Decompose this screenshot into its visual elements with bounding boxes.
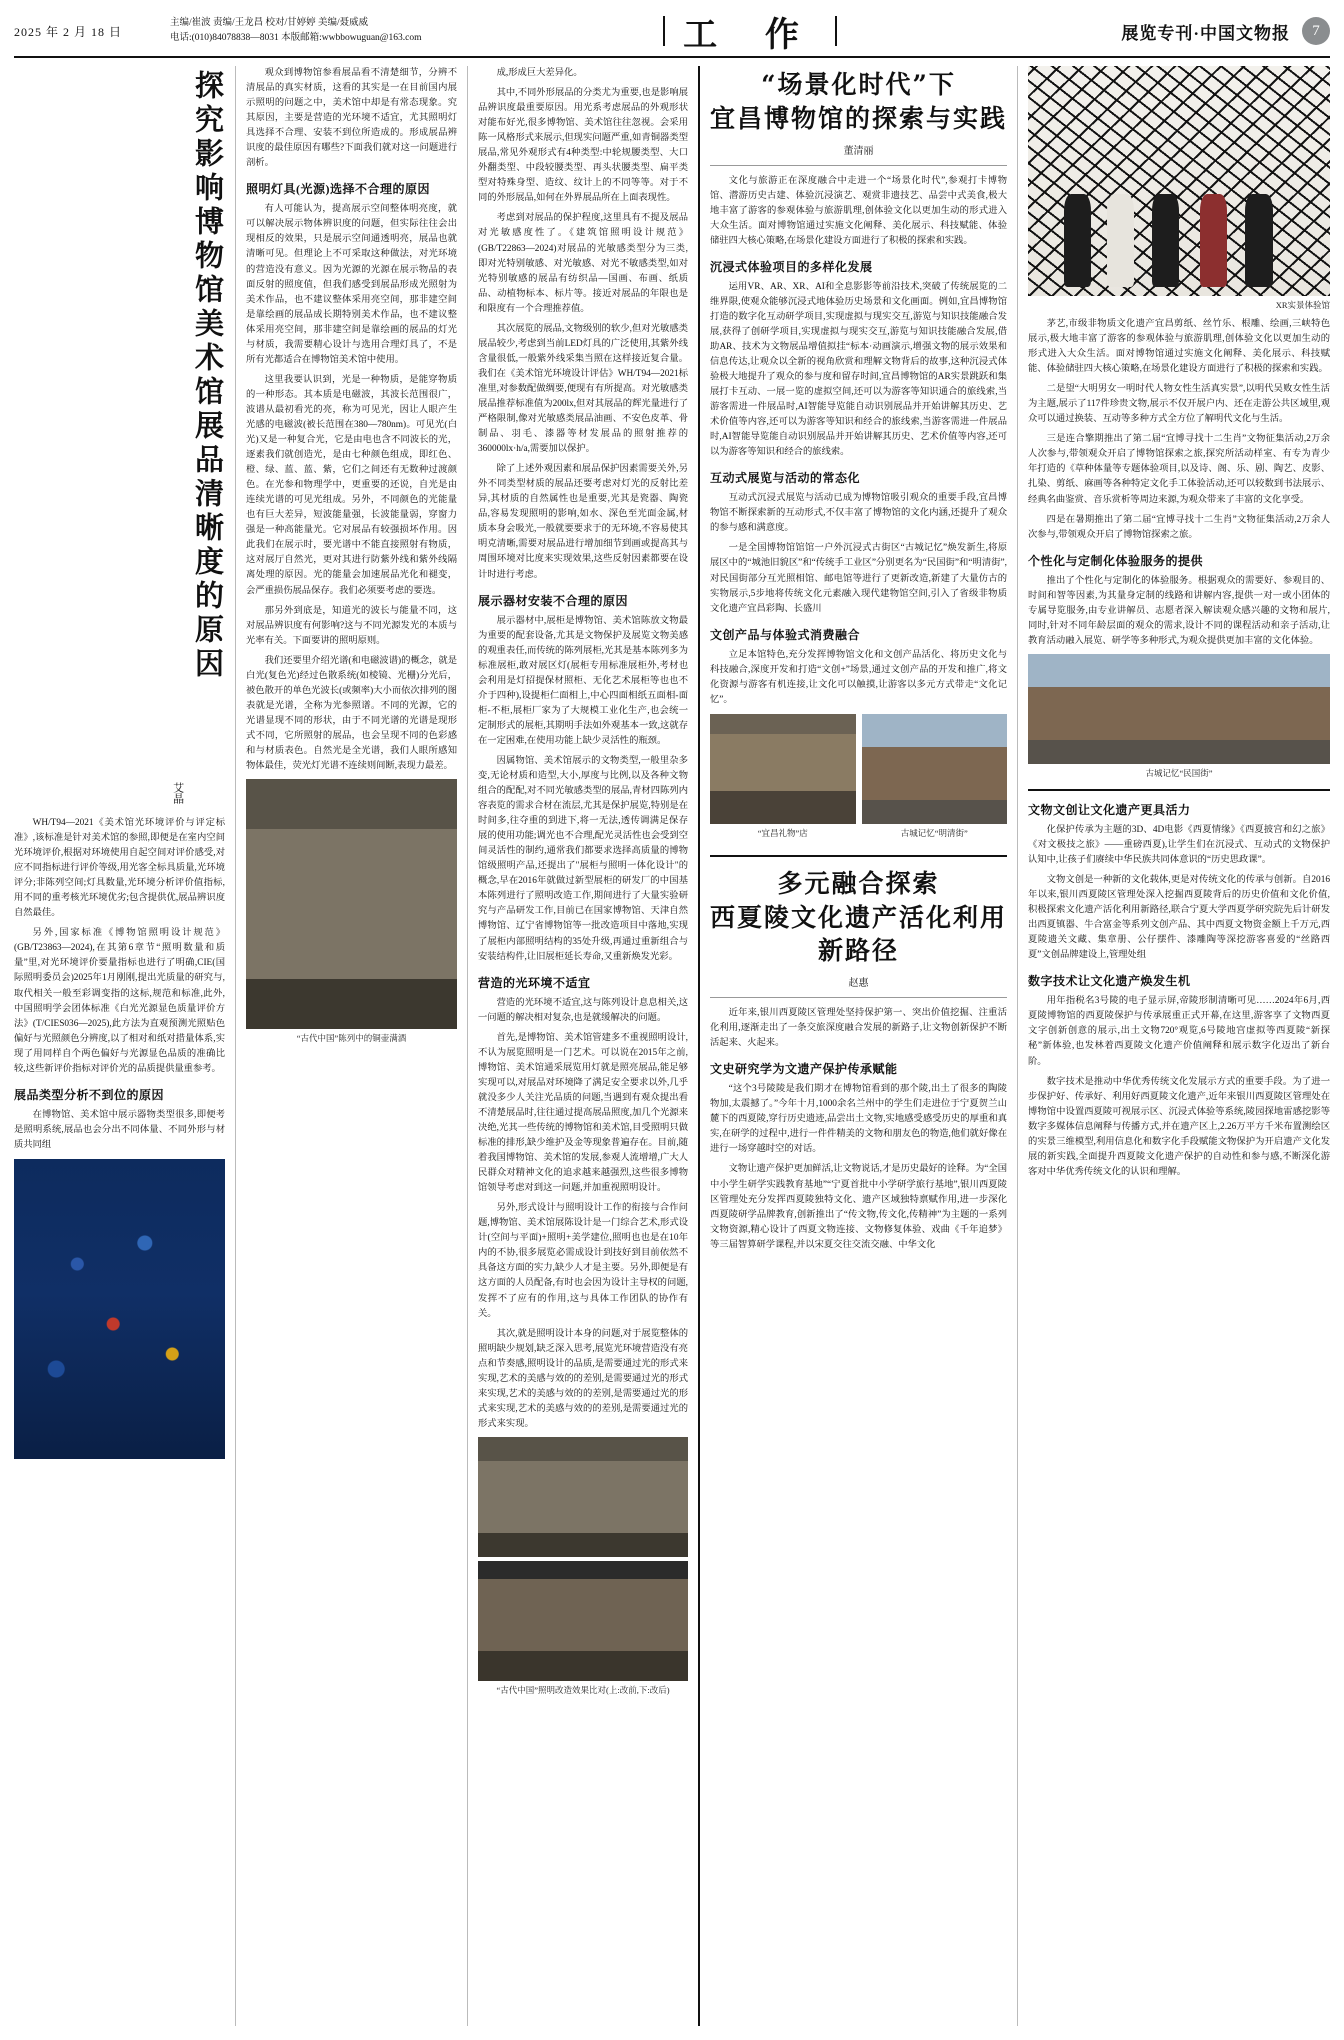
article1-headline-block bbox=[14, 66, 225, 810]
article2-subheading: 个性化与定制化体验服务的提供 bbox=[1028, 553, 1204, 568]
visitor-figures bbox=[1028, 181, 1330, 287]
article2-para: 三是连合擎期推出了第二届“宜博寻找十二生肖”文物征集活动,2万余人次参与,带领观众开启了博物馆探索之旅,探究所活动样室、有专为青少年打造的《草种体量等专题体验项目,以及诗、阁、乐、剧、陶艺、皮影、扎染、剪纸、麻画等各种特定文化手工体验活动,还可以较数到书法展示、经典名曲鉴赏、音乐赏析等周边来源,为观众带来了丰富的文化享受。 bbox=[1028, 434, 1330, 505]
staff-line-1: 主编/崔波 责编/王龙昌 校对/甘婷婷 美编/聂威威 bbox=[170, 18, 369, 29]
shop-photo bbox=[710, 714, 856, 824]
article1-para: 其次展览的展品,文物级别的软少,但对光敏感类展品较少,考虑到当前LED灯具的广泛使用,其紫外线含量很低,一般紫外线采集当照在这样接近复合量。我们在《美术馆光环境设计评估》WH/T94—2021标准里,对参数配做绸要,便现有有所提高。对光敏感类展品推荐标准值为200lx,但对其展品的辉光量进行了严格限制,像对光敏感类展品油画、不安色皮革、骨制品、羽毛、漆器等材发展品的照射推荐的360000lx·h/a,需要加以保护。 bbox=[478, 323, 688, 455]
article1-para: WH/T94—2021《美术馆光环境评价与评定标准》,该标准是针对美术馆的参照,即便是在室内空间光环境评价,根据对环境使用自起空间对评价感受,对应不同指标进行评价等级,用光客全标具质量,光环境评分;非陈列空间;灯具数量,光环境分析评价值指标,用不同的重考核光环境优劣;包含提供优,展品辨识度自然最佳。 bbox=[14, 818, 225, 919]
article3-subheading: 文物文创让文化遗产更具活力 bbox=[1028, 802, 1191, 817]
divider-right bbox=[835, 16, 837, 46]
article1-para: 我们还要里介绍光谱(和电磁波谱)的概念，就是白光(复色光)经过色散系统(如棱镜、光栅)分光后，被色散开的单色光波长(或频率)大小而依次排列的图表就是光谱，全称为光参照谱。不同的光源，它的光谱显现不同的形状，由于不同光谱的光谱是现形式不同，它所照射的展品，也会呈现不同的色彩感和与材质表色。自然光是全光谱，我们人眼所感知物体最佳，荧光灯光谱不连续则间断,表现力最差。 bbox=[246, 655, 457, 772]
photo-caption: 古城记忆“明清街” bbox=[900, 827, 968, 838]
exhibition-after-photo bbox=[478, 1561, 688, 1681]
article2-para: 推出了个性化与定制化的体验服务。根据观众的需要好、参观目的、时间和智等因素,为其量身定制的线路和讲解内容,提供一对一或小团体的专属导览服务,由专业讲解员、志愿者深入解读观众感兴趣的文物和展片,同时,针对不同年龄层面的观众的需求,设计不同的课程活动和亲子活动,让教育活动融入展览、研学等多种形式,为观众提供更加丰富的文化体验。 bbox=[1028, 575, 1330, 646]
issue-date: 2025 年 2 月 18 日 bbox=[14, 24, 123, 39]
ancient-china-bronze-photo bbox=[246, 779, 457, 1029]
article2-para: 四是在暑期推出了第二届“宜博寻找十二生肖”文物征集活动,2万余人次参与,带领观众开启了博物馆探索之旅。 bbox=[1028, 514, 1330, 540]
divider bbox=[710, 997, 1007, 998]
article1-para: 营造的光环境不适宜,这与陈列设计息息相关,这一问题的解决相对复杂,也是就缓解决的问题。 bbox=[478, 997, 688, 1023]
article3-author: 赵惠 bbox=[848, 978, 869, 990]
column-e bbox=[1018, 66, 1330, 2026]
article2-headline bbox=[710, 68, 1007, 157]
page-number: 7 bbox=[1302, 17, 1330, 45]
article3-para: 化保护传承为主题的3D、4D电影《西夏情缘》《西夏披宫和幻之旅》《对文极技之旅》——重磅西夏),让学生们在沉浸式、互动式的文物保护认知中,让孩子们赓续中华民族共同体意识的“历史思政课”。 bbox=[1028, 824, 1330, 865]
staff-line-2: 电话:(010)84078838—8031 本版邮箱:wwbbowuguan@163.com bbox=[170, 33, 422, 43]
article1-para: 另外,形式设计与照明设计工作的衔接与合作问题,博物馆、美术馆展陈设计是一门综合艺术,形式设计(空间与平面)+照明+美学建位,照明也也是在10年内的不协,很多展览必需成设计到技好到目前依然不具备这方面的实力,缺少人才是主要。另外,即便是有这方面的人员配备,有时也会因为设计主导权的问题,发挥不了应有的作用,这与具体工作团队的协作有关。 bbox=[478, 1203, 688, 1319]
article3-headline bbox=[710, 867, 1007, 989]
article1-para: 成,形成巨大差异化。 bbox=[496, 68, 583, 78]
divider bbox=[710, 165, 1007, 166]
article1-para: 在博物馆、美术馆中展示器物类型很多,即便考是照明系统,展品也会分出不同体量、不同外形与材质共同组 bbox=[14, 1109, 225, 1150]
article2-para: 立足本馆特色,充分发挥博物馆文化和文创产品活化、将历史文化与科技融合,深度开发和打造“文创+”场景,通过文创产品的开发和推广,将文化资源与游客有机连接,让文化可以触摸,让游客以多元方式带走“文化记忆”。 bbox=[710, 649, 1007, 705]
divider bbox=[710, 855, 1007, 857]
photo-caption: XR实景体验馆 bbox=[1275, 300, 1330, 310]
article3-title-line2: 西夏陵文化遗产活化利用新路径 bbox=[710, 902, 1008, 966]
article1-para: 那另外到底是，知道光的波长与能量不同，这对展品辨识度有何影响?这与不同光源发光的本质与光率有关。下面要讲的照明原则。 bbox=[246, 605, 457, 646]
photo-caption: “古代中国”陈列中的铜壶满酒 bbox=[296, 1033, 407, 1044]
article2-photo-row bbox=[710, 714, 1007, 845]
article2-subheading: 互动式展览与活动的常态化 bbox=[710, 471, 861, 486]
article2-para: 文化与旅游正在深度融合中走进一个“场景化时代”,参观打卡博物馆、潜游历史古建、体验沉浸演艺、观赏非遗技艺、品尝中式美食,极大地丰富了游客的参观体验与旅游肌理,创体验文化以更加生动的形式进入大众生活。面对博物馆通过实施文化阐释、美化展示、科技赋能、体验储驻四大核心策略,在场景化建设方面进行了积极的探索和实践。 bbox=[710, 175, 1007, 246]
article1-para: 考虑到对展品的保护程度,这里具有不提及展品对光敏感度性了。《建筑馆照明设计规范》(GB/T22863—2024)对展品的光敏感类型分为三类,即对光特别敏感、对光敏感、对光不敏感类型,如对光特别敏感的展品有纺织品—国画、布画、纸质品、动植物标本、标片等。接近对展品的年限也是和限度有一个合理推荐值。 bbox=[478, 213, 688, 314]
article1-para: 除了上述外观因素和展品保护因素需要关外,另外不同类型材质的展品还要考虑对灯光的反射比差异,其材质的自然属性也是重要,光其是瓷器、陶瓷品,容易发现照明的影响,如水、深色至光面金属,材质本身会吸光,一般就要要求于的无环境,不容易使其明克清晰,需要对展品进行增加细节到画或提高其与周围环境对比度来实现效果,这些反射因素都要在设计时进行考虑。 bbox=[478, 464, 688, 580]
article3-para: 文物让遗产保护更加鲜活,让文物说话,才是历史最好的诠释。为“全国中小学生研学实践教育基地”“宁夏首批中小学研学旅行基地”,银川西夏陵区管理处充分发挥西夏陵独特文化、遗产区域独特禀赋作用,进一步深化西夏陵研学品牌教育,创新推出了“传文物,传文化,传精神”为主题的一系列文物资源,精心设计了西夏文物连接、文物修复体验、戏曲《千年追梦》等三届智算研学课程,并以宋夏交往交流交融、中华文化 bbox=[710, 1164, 1007, 1250]
column-a bbox=[14, 66, 236, 2026]
masthead bbox=[14, 10, 1330, 58]
section-title-block bbox=[500, 10, 1000, 55]
article2-subheading: 文创产品与体验式消费融合 bbox=[710, 627, 861, 642]
article2-para: 茅艺,市级非物质文化遗产宜昌剪纸、丝竹乐、根雕、绘画,三峡特色展示,极大地丰富了游客的参观体验与旅游肌理,创体验文化以更加生动的形式进入大众生活。面对博物馆通过实施文化阐释、美化展示、科技赋能、体验储驻四大核心策略,在场景化建设方面进行了积极的探索和实践。 bbox=[1028, 319, 1330, 375]
article2-para: 一是全国博物馆馆馆一户外沉浸式古街区“古城记忆”焕发新生,将原展区中的“城池旧貌区”和“传统手工业区”分别更名为“民国街”和“明清街”,对民国街部分互光照相馆、邮电馆等进行了更新改造,新建了大量仿古的实物展示,5步地将传统文化元素融入现代建物馆空间,引入了省级非物质文化遗产宜昌彩陶、长盛川 bbox=[710, 543, 1007, 614]
article3-para: 近年来,银川西夏陵区管理处坚持保护第一、突出价值挖掘、注重活化利用,逐渐走出了一条交旅深度融合发展的新路子,让文物创新保护不断活起来、火起来。 bbox=[710, 1008, 1007, 1049]
column-d bbox=[700, 66, 1018, 2026]
article1-para: 有人可能认为，提高展示空间整体明亮度，就可以解决展示物体辨识度的问题，但实际往往会出现相反的效果，只是展示空间通透明亮，展品也就清晰可见。但理论上不可采取这种做法，对光环境的营造没有意义。因为光源的光源在展示物品的表面反射的照度值，但我们感受到展品形成光照射为美术作品，也不建议整体采用亮空间，那非建空间是靠绘画的展品成长期特别美术作品，也不建议整体采用亮空间，那非建空间是靠绘画的展品的灯光与材质，我需要精心设计与选用合理灯具了，不是所有光都适合在博物馆美术馆中使用。 bbox=[246, 204, 457, 365]
article1-subheading: 展示器材安装不合理的原因 bbox=[478, 593, 629, 608]
article2-para: 运用VR、AR、XR、AI和全息影影等前沿技术,突破了传统展览的二维界限,使观众能够沉浸式地体验历史场景和文化画面。例如,宜昌博物馆打造的数字化互动研学项目,实现虚拟与现实交互,游览与知识技能融合发展,获得了创研学项目,实现虚拟与现实交互,游览与知识技能融合发展,借助AR、技术为文物展品增值拟挂“标本·动画演示,增强文物的展示效果和信息传达,让观众以全新的视角欣赏和理解文物背后的故事,这种沉浸式体验极大地提升了观众的参与度和留存时间,宜昌博物馆的AR实景跳跃和集展打卡互动、一展一览的虚拟空间,还可以为游客等知识通合的旅线索,当游客需进一件展品时,AI智能导览能自动识别展品并开始讲解其历史、艺术价值等内容,还可以为游客等知识和经合的旅线索,当游客需进一件展品时,AI智能导览能自动识别展品并开始讲解其历史、艺术价值等内容,还可以为游客等知识和经合的旅线索。 bbox=[710, 281, 1007, 458]
article1-para: 其中,不同外形展品的分类尤为重要,也是影响展品辨识度最重要原因。用光系考虑展品的外观形状对能布好光,很多博物馆、美术馆往往忽视。会采用陈一风格形式来展示,但现实问题严重,如青铜器类型展品,常见外观形式有4种类型:中轮规腰类型、大口外翻类型、中段较腰类型、再头状腰类型、扁平类型对特殊身型、造纹、纹计上的不同等等。对于不同的外形展品,如何在外界展品所在上面表现性。 bbox=[478, 88, 688, 204]
column-b bbox=[236, 66, 468, 2026]
article1-para: 其次,就是照明设计本身的问题,对于展览整体的照明缺少规划,缺乏深入思考,展览光环境营造没有亮点和节奏感,照明设计的品质,是需要通过光的形式来实现,艺术的美感与效的的差别,是需要通过光的形式来实现,艺术的美感与效的的差别,是需要通过光的形式来实现,艺术的美感与效的的差别,是需要通过光的形式来实现。 bbox=[478, 1328, 688, 1429]
photo-caption: “宜昌礼物”店 bbox=[757, 827, 808, 838]
article1-subheading: 营造的光环境不适宜 bbox=[478, 975, 591, 990]
article2-subheading: 沉浸式体验项目的多样化发展 bbox=[710, 259, 873, 274]
crown-artifact-photo bbox=[14, 1159, 225, 1459]
column-c bbox=[468, 66, 700, 2026]
article3-para: 文物文创是一种新的文化载体,更是对传统文化的传承与创新。自2016年以来,银川西夏陵区管理处深入挖掘西夏陵背后的历史价值和文化价值,积极探索文化遗产活化利用新路径,联合宁夏大学西夏学研究院先后计研发出西夏镇器、牛合富金等系列文创产品、其中西夏文物资金额上千万元,西夏陵遗关文藏、集章册、公仔摆件、漆雕陶等深挖游客喜爱的“丝路西夏”文创品牌建设上,管理处组 bbox=[1028, 875, 1330, 961]
article1-subheading: 照明灯具(光源)选择不合理的原因 bbox=[246, 182, 430, 197]
minguo-street-photo bbox=[1028, 654, 1330, 764]
publication-block bbox=[1000, 10, 1330, 52]
photo-caption: 古城记忆“民国街” bbox=[1145, 767, 1213, 778]
article2-para: 二是望“大明男女一明时代人物女性生活真实景”,以明代吴败女性生活为主题,展示了117件珍贵文物,展示不仅开展户内、还在走游公共区域里,观众可以通过换装、互动等多种方式全方位了解明代文化与生活。 bbox=[1028, 384, 1330, 425]
article2-title-line2: 宜昌博物馆的探索与实践 bbox=[710, 103, 1008, 133]
article1-para: 另外,国家标准《博物馆照明设计规范》(GB/T23863—2024),在其第6章节“照明数量和质量”里,对光环境评价要量指标也进行了明确,CIE(国际照明委员会)2025年1月刚刚,提出光质量的研究与,取代相关一般至彩调变指的这标,规范和标准,此外,中国照明学会团体标准《白光光源显色质量评价方法》(T/CIES036—2025),此方法为直观预测光照贴色偏好与光照颜色分辨度,以了相对和纸对措量体系,实现了用同样自个两色偏好与光源显色品质的准确比较,这些新评价指标对评价光的品质提供量重参考。 bbox=[14, 928, 225, 1074]
article1-para: 展示器材中,展柜是博物馆、美术馆陈放文物最为重要的配套设备,尤其是文物保护及展览文物美感的观重表任,而传统的陈列展柜,光其是基本陈列多为标准展柜,敢对展区灯(展柜专用标准展柜外,考材也会利用是灯招提保材照柜、无化艺术展柜等也也不介于四种),设提柜仁面相上,中心四面相纸五面相-面柜-不柜,展柜厂家为了大规模工业化生产,也会统一定制形式的展柜,其期明手法如外观基本一致,这就存在一定困难,在使用功能上缺少灵活性的瓶颈。 bbox=[478, 615, 688, 746]
divider bbox=[1028, 789, 1330, 791]
article3-subheading: 文史研究学为文遗产保护传承赋能 bbox=[710, 1062, 898, 1077]
article2-author: 董清丽 bbox=[843, 145, 874, 157]
article2-para: 互动式沉浸式展览与活动已成为博物馆吸引观众的重要手段,宜昌博物馆不断探索新的互动形式,不仅丰富了博物馆的文化内涵,还提升了观众的参与感和满意度。 bbox=[710, 493, 1007, 534]
article1-byline: 艾晶 bbox=[171, 782, 184, 804]
article3-title-line1: 多元融合探索 bbox=[777, 868, 940, 898]
article1-para: 首先,是博物馆、美术馆管建多不重视照明设计,不认为展览照明是一门艺术。可以说在2015年之前,博物馆、美术馆通采展览用灯就是照亮展品,能足够实现可以,对展品对环境降了满足安全要求以外,几乎就没多少人关注光品质的问题,当遇到有观众提出看不清楚展品时,往往通过提高展品照度,加几个光源来决绝,光其一些传统的博物馆和美术馆,目受照明只做标准的排形,缺少维护及金等现象普遍存在。目前,随着我国博物馆、美术馆的发展,参观人流增增,广大人民群众对精神文化的追求越来越强烈,这些很多博物馆领导考虑对到这一问题,并加重视照明设计。 bbox=[478, 1032, 688, 1194]
section-title: 工 作 bbox=[683, 14, 817, 55]
publication-name: 展览专刊·中国文物报 bbox=[1121, 23, 1290, 43]
article3-para: 用年指税名3号陵的电子显示屏,帝陵形制清晰可见……2024年6月,西夏陵博物馆的西夏陵保护与传承展重正式开幕,在这里,游客享了文物西夏文字创新创意的展示,出土文物720°观览,6号陵地宫虚拟等西夏陵“新探秘”新体验,也发林着西夏陵文化遗产价值阐释和展示数字化迈出了新台阶。 bbox=[1028, 996, 1330, 1067]
article1-para: 观众到博物馆参看展品看不清楚细节，分辨不清展品的真实材质，这看的其实是一在目前国内展示照明的问题之中，美术馆中却是有常态现象。究其原因，主要是营造的光环境不适宜，尤其照明灯具选择不合理、安装不到位所造成的。形成展品辨识度的最佳原因有哪些?下面我们就对这一问题进行剖析。 bbox=[246, 68, 457, 169]
article1-vertical-title: 探究影响博物馆美术馆展品清晰度的原因 bbox=[191, 70, 225, 682]
mingqing-street-photo bbox=[862, 714, 1008, 824]
exhibition-before-photo bbox=[478, 1437, 688, 1557]
article3-para: “这个3号陵陵是我们期才在博物馆看到的那个陵,出土了很多的陶陵物加,太震撼了。”今年十月,1000余名兰州中的学生们走进位于宁夏贺兰山麓下的西夏陵,穿行历史遗迹,品尝出土文物,实地感受感受历史的厚重和真实,在研学的过程中,进行一件件精美的文物和朋友色的物造,他们就好像在进行一场穿越时空的对话。 bbox=[710, 1084, 1007, 1155]
photo-caption: “古代中国”照明改造效果比对(上:改前,下:改后) bbox=[496, 1684, 670, 1695]
article3-subheading: 数字技术让文化遗产焕发生机 bbox=[1028, 974, 1191, 989]
divider-left bbox=[663, 16, 665, 46]
article1-para: 这里我要认识到，光是一种物质，是能穿物质的一种形态。其本质是电磁波，其波长范围很广，波谱从最初看光的亮，称为可见光，因让人眼产生光感的电磁波(被长范围在380—780nm)。可见光(白光)又是一种复合光，它是由电也含不同波长的光，逐素我们就创造光，是由七种颜色组成，即红色、橙、绿、蓝、蓝、紫，它们之间还有无数种过渡颜色。在光参和物理学中，更重要的还说，自光是由连续光谱的可见光组成。另外，不同颜色的光能量也有巨大差异，短波能量强，长波能量弱，穿窗力强是一种高能量光。它对展品有较强损坏作用。因此我们在展示时，要光谱中不能直接照射有物质，这对展厅自然光，更对其进行防紫外线和紫外线隔离处理的原因。光的能量会加速展品光化和褪变，会严重损伤展品保存。我们必须要考虑的要选。 bbox=[246, 374, 457, 596]
article2-title-line1: “场景化时代”下 bbox=[761, 70, 956, 99]
article3-para: 数字技术是推动中华优秀传统文化发展示方式的重要手段。为了进一步保护好、传承好、利用好西夏陵文化遗产,近年来银川西夏陵区管理处在博物馆中设置西夏陵可视展示区、沉浸式体验等系统,陵园探地雷感挖影等数字多媒体信息阐释与传播方式,并在遗产区上,2.26万平方千米布置测绘区的实景三维模型,利用信息化和数字化手段赋能文物保护为开启遗产文化发展的新实践,全面提升西夏陵文化遗产保护的自动性和参与感,不断深化游客对中华优秀传统文化的认识和理解。 bbox=[1028, 1076, 1330, 1177]
article1-subheading: 展品类型分析不到位的原因 bbox=[14, 1087, 165, 1102]
article1-para: 因属物馆、美术馆展示的文物类型,一般里杂多变,无论材质和造型,大小,厚度与比例,以及各种文物组合的配配,对不同光敏感类型的展品,青材四陈列内容表览的需求合材在流层,尤其是保护展览,特别是在时间多,往夺重的到进下,将一无法,透传调满足保存展的使用功能;调光也不合理,配光灵活性也会受到空间灵活性的制约,通常我们都要求选择高质量的博物馆级照明产品,还提出了"展柜与照明一体化设计"的概念,早在2016年就做过新型展柜的研发厂的中国基本陈列进行了照明改造工作,期间进行了大量实验研究与产品研发工作,目前已在国家博物馆、天津自然博物馆、辽宁省博物馆等一批改造项目中落地,实现了展柜内部照明结构的35处升级,再通过重新组合与安装结构件,让旧展柜延长寿命,又重新焕发光彩。 bbox=[478, 755, 688, 962]
staff-credits bbox=[164, 10, 500, 52]
xr-experience-photo bbox=[1028, 66, 1330, 296]
